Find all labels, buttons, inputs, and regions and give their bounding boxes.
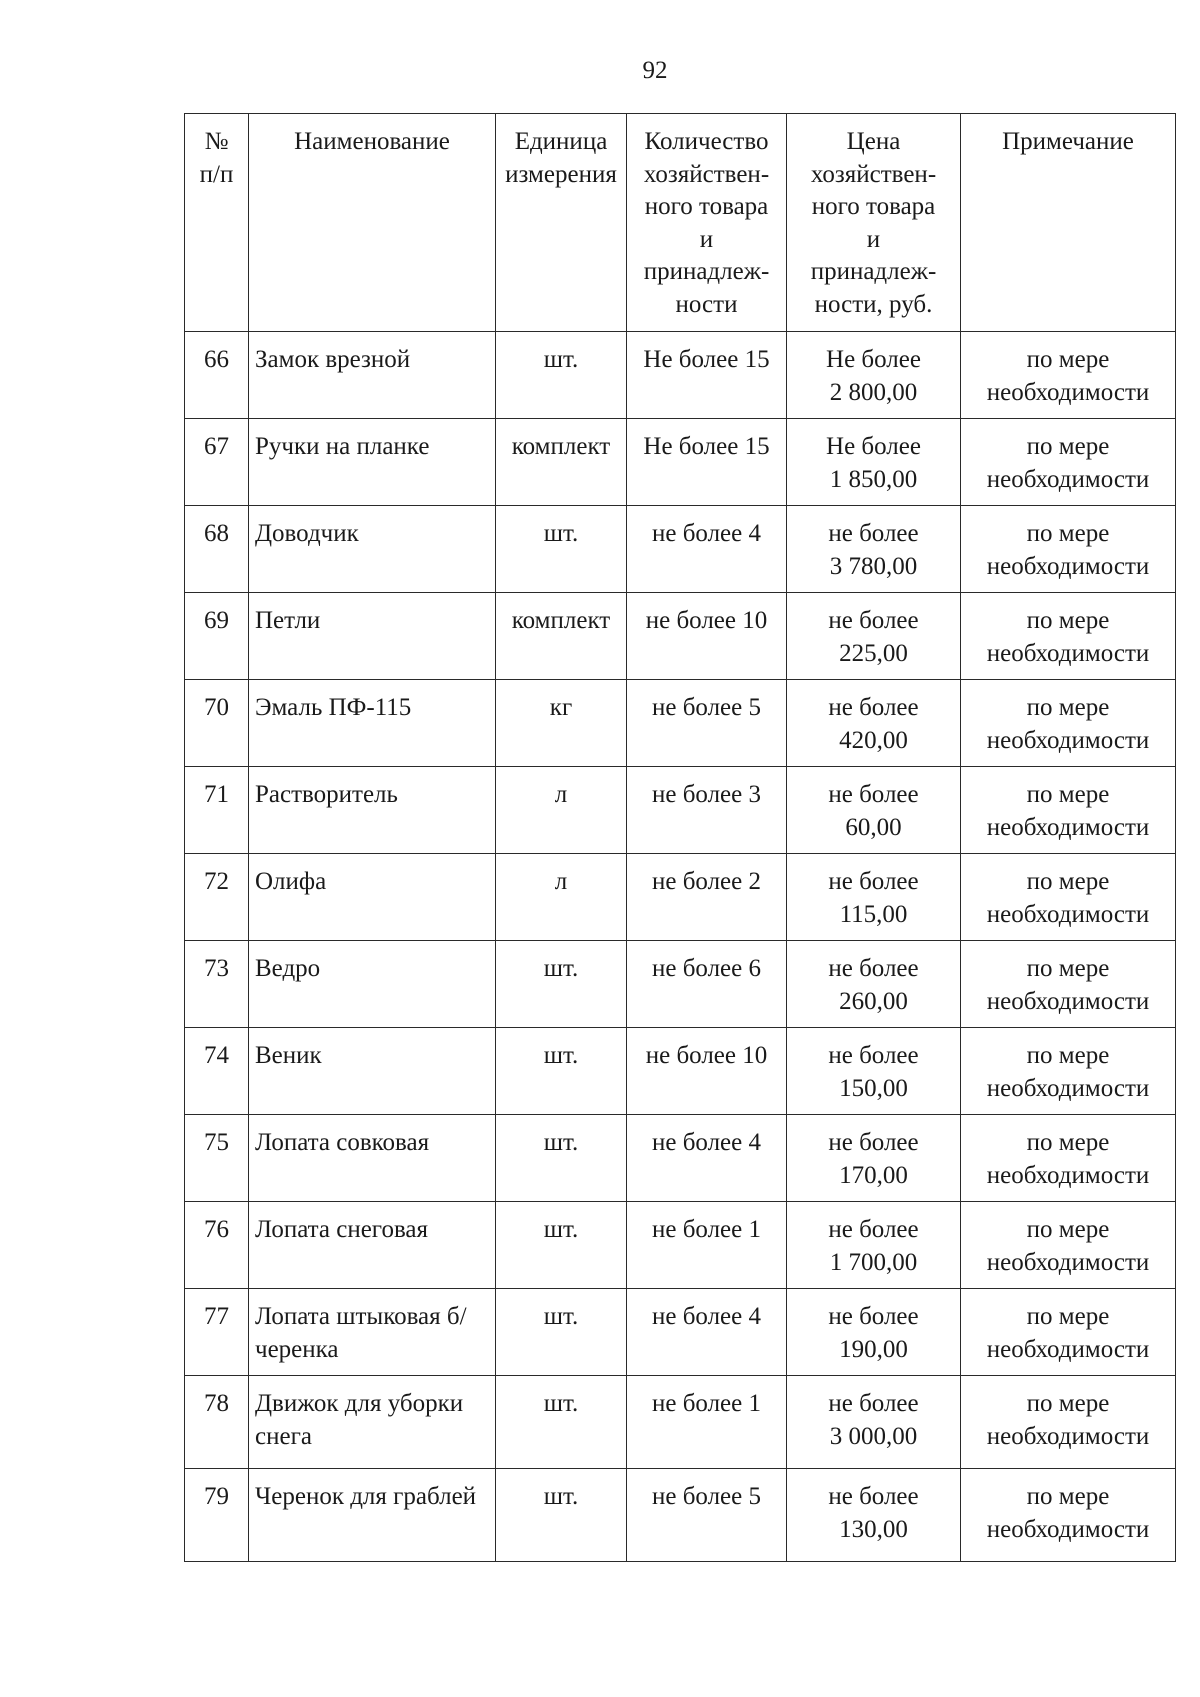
row-unit: шт. xyxy=(496,1028,627,1115)
row-price xyxy=(787,1202,961,1289)
price-line: 420,00 xyxy=(839,726,908,754)
price-line: Не более xyxy=(826,346,921,373)
note-line: необходимости xyxy=(986,1335,1150,1363)
table-row xyxy=(185,1202,1176,1289)
row-unit: шт. xyxy=(496,941,627,1028)
page-number: 92 xyxy=(642,57,668,84)
row-unit: шт. xyxy=(496,1202,627,1289)
row-num: 71 xyxy=(185,767,249,854)
row-note xyxy=(961,767,1176,854)
price-line: 130,00 xyxy=(839,1515,908,1543)
header-line: принадлеж- xyxy=(643,258,770,285)
row-name: Замок врезной xyxy=(249,332,496,419)
header-line: Наименование xyxy=(294,128,450,155)
table-body xyxy=(185,332,1176,1562)
row-qty: не более 4 xyxy=(627,506,787,593)
row-name: Лопата снеговая xyxy=(249,1202,496,1289)
note-line: по мере xyxy=(1026,1303,1110,1330)
price-line: не более xyxy=(828,520,919,547)
note-line: необходимости xyxy=(986,1161,1150,1189)
note-line: по мере xyxy=(1026,694,1110,721)
table-row xyxy=(185,1289,1176,1376)
row-num: 70 xyxy=(185,680,249,767)
table-row xyxy=(185,419,1176,506)
note-line: необходимости xyxy=(986,1422,1150,1450)
price-line: 115,00 xyxy=(839,900,908,928)
header-note xyxy=(961,114,1176,332)
row-num: 67 xyxy=(185,419,249,506)
header-price xyxy=(787,114,961,332)
header-line: измерения xyxy=(505,160,617,188)
price-line: не более xyxy=(828,868,919,895)
note-line: необходимости xyxy=(986,987,1150,1015)
row-qty: не более 2 xyxy=(627,854,787,941)
row-price xyxy=(787,593,961,680)
row-note xyxy=(961,593,1176,680)
note-line: по мере xyxy=(1026,520,1110,547)
price-line: не более xyxy=(828,1303,919,1330)
table-row xyxy=(185,1115,1176,1202)
note-line: по мере xyxy=(1026,1390,1110,1417)
row-name: Ручки на планке xyxy=(249,419,496,506)
row-name: Эмаль ПФ-115 xyxy=(249,680,496,767)
table-row xyxy=(185,506,1176,593)
row-note xyxy=(961,680,1176,767)
row-note xyxy=(961,1289,1176,1376)
row-note xyxy=(961,419,1176,506)
row-unit: шт. xyxy=(496,1289,627,1376)
row-price xyxy=(787,854,961,941)
price-line: 2 800,00 xyxy=(829,378,918,406)
note-line: необходимости xyxy=(986,1074,1150,1102)
row-note xyxy=(961,332,1176,419)
header-line: хозяйствен- xyxy=(643,160,770,188)
header-line: и xyxy=(866,225,881,253)
row-num: 78 xyxy=(185,1376,249,1469)
row-num: 75 xyxy=(185,1115,249,1202)
table-row xyxy=(185,1376,1176,1469)
row-unit: шт. xyxy=(496,1469,627,1562)
header-line: и xyxy=(699,225,714,253)
table-row xyxy=(185,593,1176,680)
price-line: 170,00 xyxy=(839,1161,908,1189)
row-price xyxy=(787,1289,961,1376)
note-line: по мере xyxy=(1026,1483,1110,1510)
row-num: 76 xyxy=(185,1202,249,1289)
row-qty: не более 4 xyxy=(627,1289,787,1376)
row-unit: шт. xyxy=(496,1376,627,1469)
header-name xyxy=(249,114,496,332)
row-name: Веник xyxy=(249,1028,496,1115)
note-line: по мере xyxy=(1026,868,1110,895)
row-price xyxy=(787,680,961,767)
note-line: по мере xyxy=(1026,607,1110,634)
price-line: 1 700,00 xyxy=(829,1248,918,1276)
note-line: по мере xyxy=(1026,955,1110,982)
note-line: по мере xyxy=(1026,1216,1110,1243)
table-row xyxy=(185,680,1176,767)
row-note xyxy=(961,506,1176,593)
note-line: необходимости xyxy=(986,552,1150,580)
row-unit: комплект xyxy=(496,593,627,680)
row-qty: Не более 15 xyxy=(627,332,787,419)
header-row xyxy=(185,114,1176,332)
price-line: 1 850,00 xyxy=(829,465,918,493)
row-name: Растворитель xyxy=(249,767,496,854)
row-num: 69 xyxy=(185,593,249,680)
note-line: по мере xyxy=(1026,433,1110,460)
row-name: Петли xyxy=(249,593,496,680)
header-line: ности xyxy=(675,290,738,318)
price-line: не более xyxy=(828,694,919,721)
row-note xyxy=(961,941,1176,1028)
row-name: Лопата штыковая б/черенка xyxy=(249,1289,496,1376)
price-line: Не более xyxy=(826,433,921,460)
note-line: необходимости xyxy=(986,900,1150,928)
row-price xyxy=(787,1469,961,1562)
row-unit: л xyxy=(496,854,627,941)
table-row xyxy=(185,767,1176,854)
header-unit xyxy=(496,114,627,332)
row-qty: не более 1 xyxy=(627,1202,787,1289)
note-line: по мере xyxy=(1026,346,1110,373)
note-line: по мере xyxy=(1026,781,1110,808)
note-line: необходимости xyxy=(986,378,1150,406)
row-name: Движок для уборки снега xyxy=(249,1376,496,1469)
row-qty: не более 5 xyxy=(627,1469,787,1562)
row-qty: Не более 15 xyxy=(627,419,787,506)
price-line: 60,00 xyxy=(845,813,902,841)
price-line: не более xyxy=(828,1483,919,1510)
note-line: необходимости xyxy=(986,1515,1150,1543)
price-line: не более xyxy=(828,1390,919,1417)
price-line: не более xyxy=(828,1129,919,1156)
row-name: Олифа xyxy=(249,854,496,941)
price-line: 260,00 xyxy=(839,987,908,1015)
header-line: принадлеж- xyxy=(810,258,937,285)
row-unit: шт. xyxy=(496,1115,627,1202)
row-qty: не более 10 xyxy=(627,1028,787,1115)
row-note xyxy=(961,1469,1176,1562)
row-unit: шт. xyxy=(496,506,627,593)
goods-table xyxy=(184,113,1176,1562)
row-num: 72 xyxy=(185,854,249,941)
table-row xyxy=(185,1028,1176,1115)
table-row xyxy=(185,854,1176,941)
note-line: необходимости xyxy=(986,813,1150,841)
row-price xyxy=(787,1376,961,1469)
note-line: необходимости xyxy=(986,1248,1150,1276)
header-line: Цена xyxy=(846,128,901,155)
row-note xyxy=(961,1376,1176,1469)
row-note xyxy=(961,854,1176,941)
note-line: по мере xyxy=(1026,1042,1110,1069)
row-name: Лопата совковая xyxy=(249,1115,496,1202)
note-line: необходимости xyxy=(986,465,1150,493)
row-price xyxy=(787,419,961,506)
row-price xyxy=(787,1115,961,1202)
table-row xyxy=(185,332,1176,419)
header-line: Количество xyxy=(644,128,769,155)
header-line: ности, руб. xyxy=(814,290,933,318)
price-line: не более xyxy=(828,781,919,808)
price-line: 190,00 xyxy=(839,1335,908,1363)
row-note xyxy=(961,1202,1176,1289)
row-num: 79 xyxy=(185,1469,249,1562)
row-qty: не более 1 xyxy=(627,1376,787,1469)
row-qty: не более 10 xyxy=(627,593,787,680)
price-line: 150,00 xyxy=(839,1074,908,1102)
row-unit: шт. xyxy=(496,332,627,419)
row-price xyxy=(787,1028,961,1115)
header-line: ного товара xyxy=(811,193,936,220)
header-line: № xyxy=(204,128,229,155)
row-price xyxy=(787,506,961,593)
row-price xyxy=(787,941,961,1028)
price-line: не более xyxy=(828,1216,919,1243)
header-line: Примечание xyxy=(1002,128,1134,155)
row-num: 74 xyxy=(185,1028,249,1115)
header-line: п/п xyxy=(199,160,234,188)
note-line: необходимости xyxy=(986,639,1150,667)
header-line: ного товара xyxy=(644,193,769,220)
row-unit: кг xyxy=(496,680,627,767)
header-line: Единица xyxy=(514,128,608,155)
row-name: Доводчик xyxy=(249,506,496,593)
row-num: 73 xyxy=(185,941,249,1028)
row-qty: не более 5 xyxy=(627,680,787,767)
row-name: Ведро xyxy=(249,941,496,1028)
note-line: необходимости xyxy=(986,726,1150,754)
row-price xyxy=(787,767,961,854)
price-line: не более xyxy=(828,607,919,634)
row-name: Черенок для граблей xyxy=(249,1469,496,1562)
row-note xyxy=(961,1115,1176,1202)
header-line: хозяйствен- xyxy=(810,160,937,188)
row-num: 68 xyxy=(185,506,249,593)
table-row xyxy=(185,1469,1176,1562)
row-num: 77 xyxy=(185,1289,249,1376)
row-unit: л xyxy=(496,767,627,854)
table-header xyxy=(185,114,1176,332)
row-qty: не более 3 xyxy=(627,767,787,854)
row-note xyxy=(961,1028,1176,1115)
price-line: не более xyxy=(828,1042,919,1069)
row-num: 66 xyxy=(185,332,249,419)
row-qty: не более 4 xyxy=(627,1115,787,1202)
price-line: 3 000,00 xyxy=(829,1422,918,1450)
price-line: 3 780,00 xyxy=(829,552,918,580)
header-qty xyxy=(627,114,787,332)
table-row xyxy=(185,941,1176,1028)
note-line: по мере xyxy=(1026,1129,1110,1156)
header-num xyxy=(185,114,249,332)
price-line: не более xyxy=(828,955,919,982)
price-line: 225,00 xyxy=(839,639,908,667)
row-price xyxy=(787,332,961,419)
row-qty: не более 6 xyxy=(627,941,787,1028)
row-unit: комплект xyxy=(496,419,627,506)
